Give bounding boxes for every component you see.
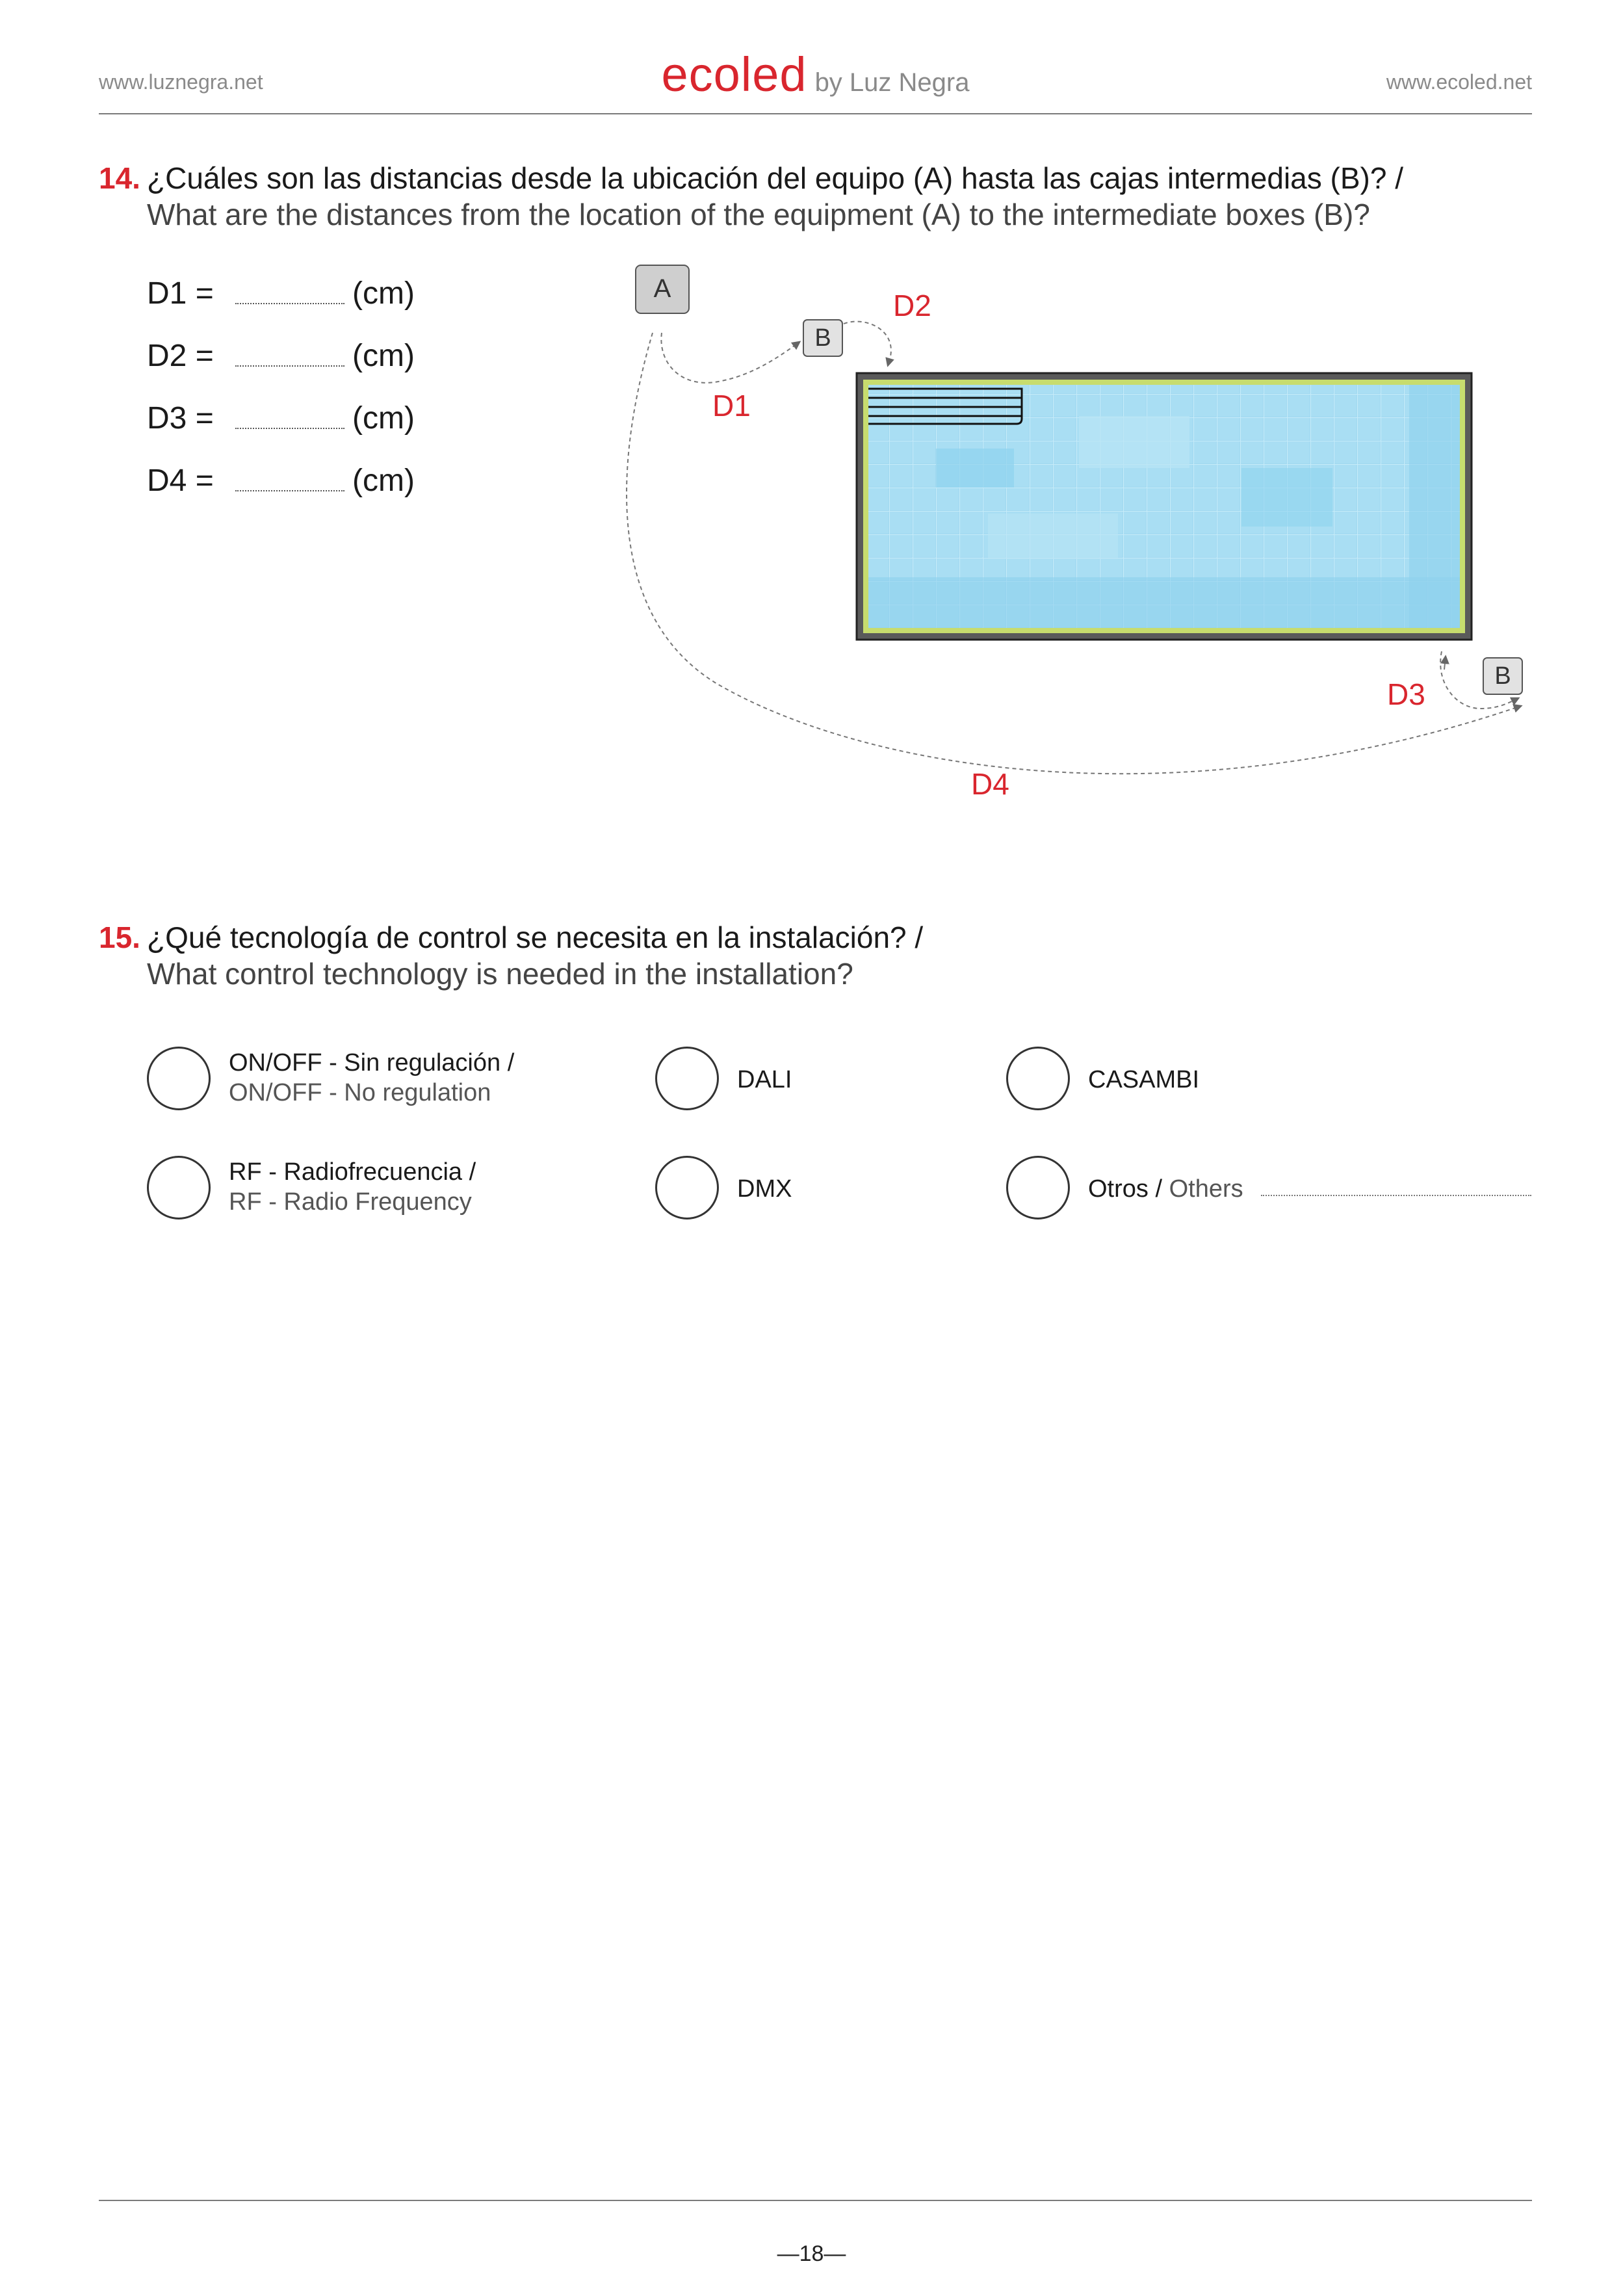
box-b-label: B: [1494, 662, 1511, 690]
option-label: DMX: [737, 1175, 792, 1203]
option-separator: /: [1148, 1175, 1169, 1203]
page-number: —18—: [777, 2241, 846, 2266]
d3-origin-arrow: [1444, 657, 1446, 670]
question-15: [99, 919, 923, 992]
option-rf[interactable]: [147, 1152, 602, 1223]
brand-byline: by Luz Negra: [814, 68, 970, 97]
equipment-box-a: [636, 265, 689, 313]
box-a-label: A: [653, 274, 671, 303]
radio-button[interactable]: [655, 1047, 719, 1110]
radio-button[interactable]: [147, 1047, 211, 1110]
distance-unit: (cm): [352, 463, 415, 498]
intermediate-box-b-bottom: [1483, 658, 1522, 694]
distance-blank-field[interactable]: [235, 365, 344, 367]
intermediate-box-b-top: [803, 320, 842, 356]
d4-label: D4: [971, 767, 1009, 801]
option-label: CASAMBI: [1088, 1066, 1200, 1093]
question-number: 14.: [99, 161, 140, 195]
others-blank-field[interactable]: [1261, 1195, 1531, 1196]
d3-label: D3: [1387, 677, 1425, 711]
option-sublabel: RF - Radio Frequency: [229, 1188, 472, 1216]
distance-blank-field[interactable]: [235, 490, 344, 491]
distance-unit: (cm): [352, 339, 415, 373]
question-text-en: What control technology is needed in the installation?: [147, 957, 853, 991]
distance-label: D4 =: [147, 463, 214, 498]
ecoled-logo: ecoled: [661, 47, 807, 101]
option-others[interactable]: [1006, 1152, 1266, 1223]
radio-button[interactable]: [147, 1156, 211, 1220]
d1-path: [661, 333, 799, 383]
luznegra-url[interactable]: www.luznegra.net: [99, 70, 263, 94]
question-text-es: ¿Qué tecnología de control se necesita en la instalación? /: [147, 920, 924, 954]
pool-distance-diagram: [585, 254, 1534, 839]
option-dmx[interactable]: [655, 1152, 915, 1223]
radio-button[interactable]: [1006, 1047, 1070, 1110]
question-number: 15.: [99, 920, 140, 954]
distance-unit: (cm): [352, 276, 415, 311]
radio-button[interactable]: [655, 1156, 719, 1220]
option-label: ON/OFF - Sin regulación /: [229, 1049, 515, 1076]
footer-divider: [99, 2200, 1532, 2201]
d2-path: [844, 322, 891, 365]
ecoled-url[interactable]: www.ecoled.net: [1386, 70, 1532, 94]
option-casambi[interactable]: [1006, 1043, 1331, 1114]
question-text-es: ¿Cuáles son las distancias desde la ubicación del equipo (A) hasta las cajas intermedias (B)? /: [147, 161, 1404, 195]
option-dali[interactable]: [655, 1043, 915, 1114]
option-label: RF - Radiofrecuencia /: [229, 1158, 476, 1186]
distance-unit: (cm): [352, 401, 415, 436]
option-sublabel: ON/OFF - No regulation: [229, 1079, 491, 1106]
distance-label: D1 =: [147, 276, 214, 311]
option-label: Otros: [1088, 1175, 1149, 1203]
d2-label: D2: [893, 289, 931, 322]
distance-label: D3 =: [147, 401, 214, 436]
distance-blank-field[interactable]: [235, 428, 344, 429]
box-b-label: B: [814, 324, 831, 352]
question-text-en: What are the distances from the location of the equipment (A) to the intermediate boxes (B)?: [147, 198, 1370, 231]
distance-label: D2 =: [147, 339, 214, 373]
option-onoff[interactable]: [147, 1043, 602, 1114]
page-header: [99, 47, 1532, 114]
option-label: DALI: [737, 1066, 792, 1093]
radio-button[interactable]: [1006, 1156, 1070, 1220]
brand: [99, 47, 1532, 102]
d1-label: D1: [712, 389, 751, 423]
question-14: [99, 160, 1403, 233]
option-sublabel: Others: [1169, 1175, 1243, 1203]
pool: [857, 373, 1472, 640]
distance-blank-field[interactable]: [235, 303, 344, 304]
